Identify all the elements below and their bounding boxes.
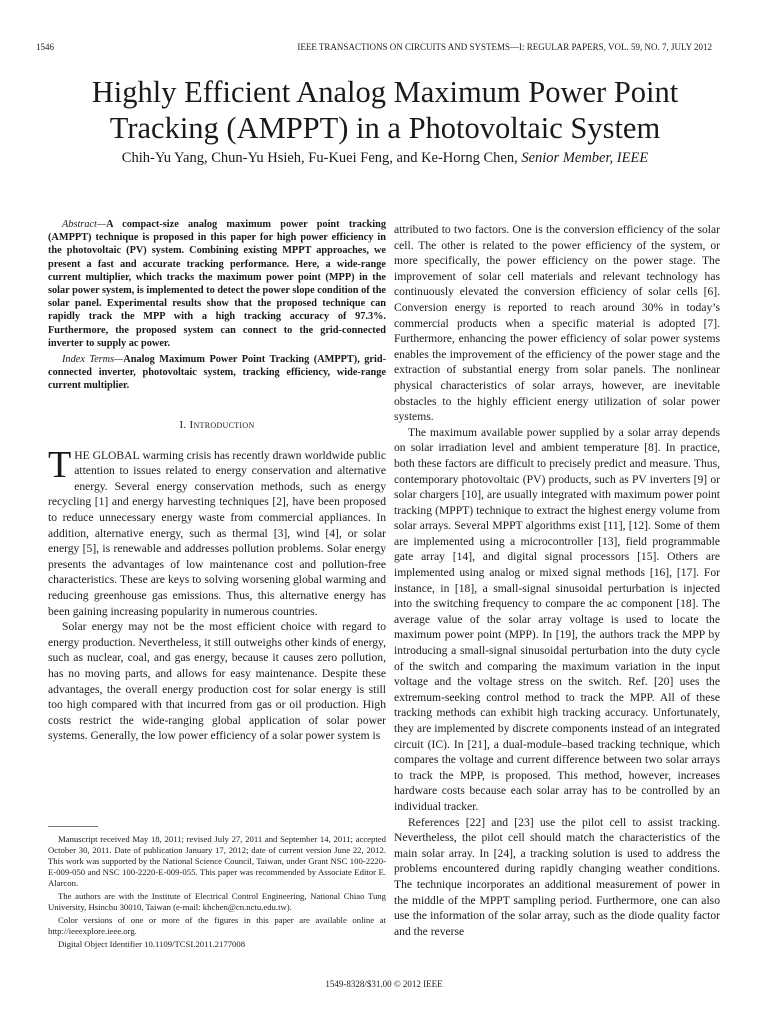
dropcap-letter: T [48, 443, 72, 486]
right-paragraph-3: References [22] and [23] use the pilot cell to assist tracking. Nevertheless, the pilot cell should match the characteristics of the main solar array. In [24], a tracking solution is used to address the problems encountered during rapidly changing weather conditions. The technique incorporates an additional measurement of power in the middle of the MPPT sampling period. Furthermore, one can also use the information of the solar array, such as the diode quality factor and the reverse [394, 815, 720, 938]
abstract-lead: Abstract— [62, 219, 107, 230]
footnote-doi: Digital Object Identifier 10.1109/TCSI.2011.2177008 [58, 939, 246, 949]
page-footer: 1549-8328/$31.00 © 2012 IEEE [325, 979, 443, 989]
left-column [48, 218, 386, 744]
dropcap-lead-words: HE GLOBAL [74, 448, 140, 462]
author-line [40, 150, 730, 167]
abstract-text: A compact-size analog maximum power point tracking (AMPPT) technique is proposed in this paper for high power efficiency in the photovoltaic (PV) system. Combining existing MPPT approaches, we present a fast and accurate tracking performance. Here, a wide-range current multiplier, which tracks the maximum power point (MPP) in the solar power system, is implemented to detect the power slope condition of the solar panel. Experimental results show that the proposed technique can rapidly track the MPP with a high tracking accuracy of 97.3%. Furthermore, the proposed system can connect to the grid-connected inverter to supply ac power. [48, 219, 386, 349]
journal-name: IEEE TRANSACTIONS ON CIRCUITS AND SYSTEMS—I: REGULAR PAPERS, VOL. 59, NO. 7, JULY 2012 [297, 42, 712, 52]
paper-title: Highly Efficient Analog Maximum Power Point Tracking (AMPPT) in a Photovoltaic System [91, 75, 679, 145]
footnotes [48, 834, 386, 952]
right-column [394, 222, 720, 939]
intro-paragraph-1 [48, 443, 386, 620]
author-names: Chih-Yu Yang, Chun-Yu Hsieh, Fu-Kuei Feng, and Ke-Horng Chen, [121, 150, 518, 166]
index-terms-lead: Index Terms— [62, 354, 124, 366]
page-number: 1546 [36, 42, 54, 52]
intro-paragraph-2: Solar energy may not be the most efficient choice with regard to energy production. Nevertheless, it still outweighs other kinds of energy, such as nuclear, coal, and gas energy, because it causes zero pollution, has no moving parts, and allows for easy maintenance. Despite these advantages, the overall energy production cost for solar energy is still too high compared with that incurred from gas or oil production. High costs restrict the wide-ranging global application of solar power systems. Generally, the low power efficiency of a solar power system is [48, 620, 386, 743]
index-terms [48, 353, 386, 393]
right-paragraph-2: The maximum available power supplied by a solar array depends on solar irradiation level and ambient temperature [8]. In practice, both these factors are difficult to precisely predict and measure. Thus, contemporary photovoltaic (PV) products, such as PV inverters [9] or solar chargers [10], are usually integrated with maximum power point tracking (MPPT) technique to extract the highest energy volume from solar arrays. Several MPPT algorithms exist [11], [12]. Some of them are implemented using a microcontroller [13], field programmable gate array [14], and digital signal processors [15]. Others are implemented using analog or mixed signal methods [16], [17]. For instance, in [18], a small-signal sinusoidal perturbation is injected into the switching frequency to compare the ac component [18]. The average value of the solar array voltage is used to locate the maximum power point (MPP). In [19], the authors track the MPP by introducing a small-signal sinusoidal perturbation into the duty cycle of the switch and comparing the maximum variation in the input voltage and the voltage stress on the switch. Ref. [20] uses the extremum-seeking control method to track the MPP. All of these tracking methods can exhibit high tracking accuracy. Unfortunately, they are implemented by discrete components instead of an integrated circuit (IC). In [21], a dual-module–based tracking technique, which compares the voltage and current difference between two solar arrays to track the MPP, is proposed. This method, however, increases hardware costs because each solar array has to be controlled by an individual tracker. [394, 425, 720, 813]
running-head [36, 42, 712, 52]
footnote-divider [48, 826, 98, 827]
intro-paragraph-1-text: warming crisis has recently drawn worldwide public attention to issues related to energy conservation and alternative energy. Several energy conservation methods, such as energy recycling [1] and energy harvesting techniques [2], have been proposed to reduce unnecessary energy waste from commercial appliances. In addition, alternative energy, such as thermal [3], wind [4], or solar energy [5], is renewable and addresses pollution problems. Solar energy presents the advantages of low maintenance cost and pollution-free characteristics. These are keys to solving worsening global warming and reducing greenhouse gas emissions. Thus, this alternative energy has been gaining increasing popularity in numerous countries. [48, 448, 386, 618]
section-heading: I. Introduction [179, 418, 255, 431]
footnote-manuscript: Manuscript received May 18, 2011; revised July 27, 2011 and September 14, 2011; accepted October 30, 2011. Date of publication January 17, 2012; date of current version June 22, 2012. This work was supported by the National Science Council, Taiwan, under Grant NSC 100-2220-E-009-050 and NSC 100-2220-E-009-055. This paper was recommended by Associate Editor E. Alarcon. [48, 834, 386, 888]
right-paragraph-1: attributed to two factors. One is the conversion efficiency of the solar cell. The other is related to the power efficiency of the system, or more specifically, the power efficiency on the power stage. The improvement of solar cell materials and relevant technology has continuously elevated the conversion efficiency of solar cells [6]. Conversion energy is reported to reach around 30% in today’s commercial products when a specific material is adopted [7]. Furthermore, enhancing the power efficiency of solar power systems enables the improvement of the efficiency of the power stage and the extraction of substantial energy from solar panels. The nonlinear physical characteristics of solar arrays, however, are inevitable obstacles to the highly efficient energy utilization of solar power systems. [394, 223, 720, 424]
index-terms-text: Analog Maximum Power Point Tracking (AMPPT), grid-connected inverter, photovoltaic system, tracking efficiency, wide-range current multiplier. [48, 354, 386, 392]
author-role: Senior Member, IEEE [521, 150, 649, 166]
abstract [48, 218, 386, 350]
footnote-color-versions: Color versions of one or more of the figures in this paper are available online at http://ieeexplore.ieee.org. [48, 915, 386, 936]
footnote-affiliation: The authors are with the Institute of Electrical Control Engineering, National Chiao Tung University, Hsinchu 30010, Taiwan (e-mail: khchen@cn.nctu.edu.tw). [48, 891, 386, 912]
